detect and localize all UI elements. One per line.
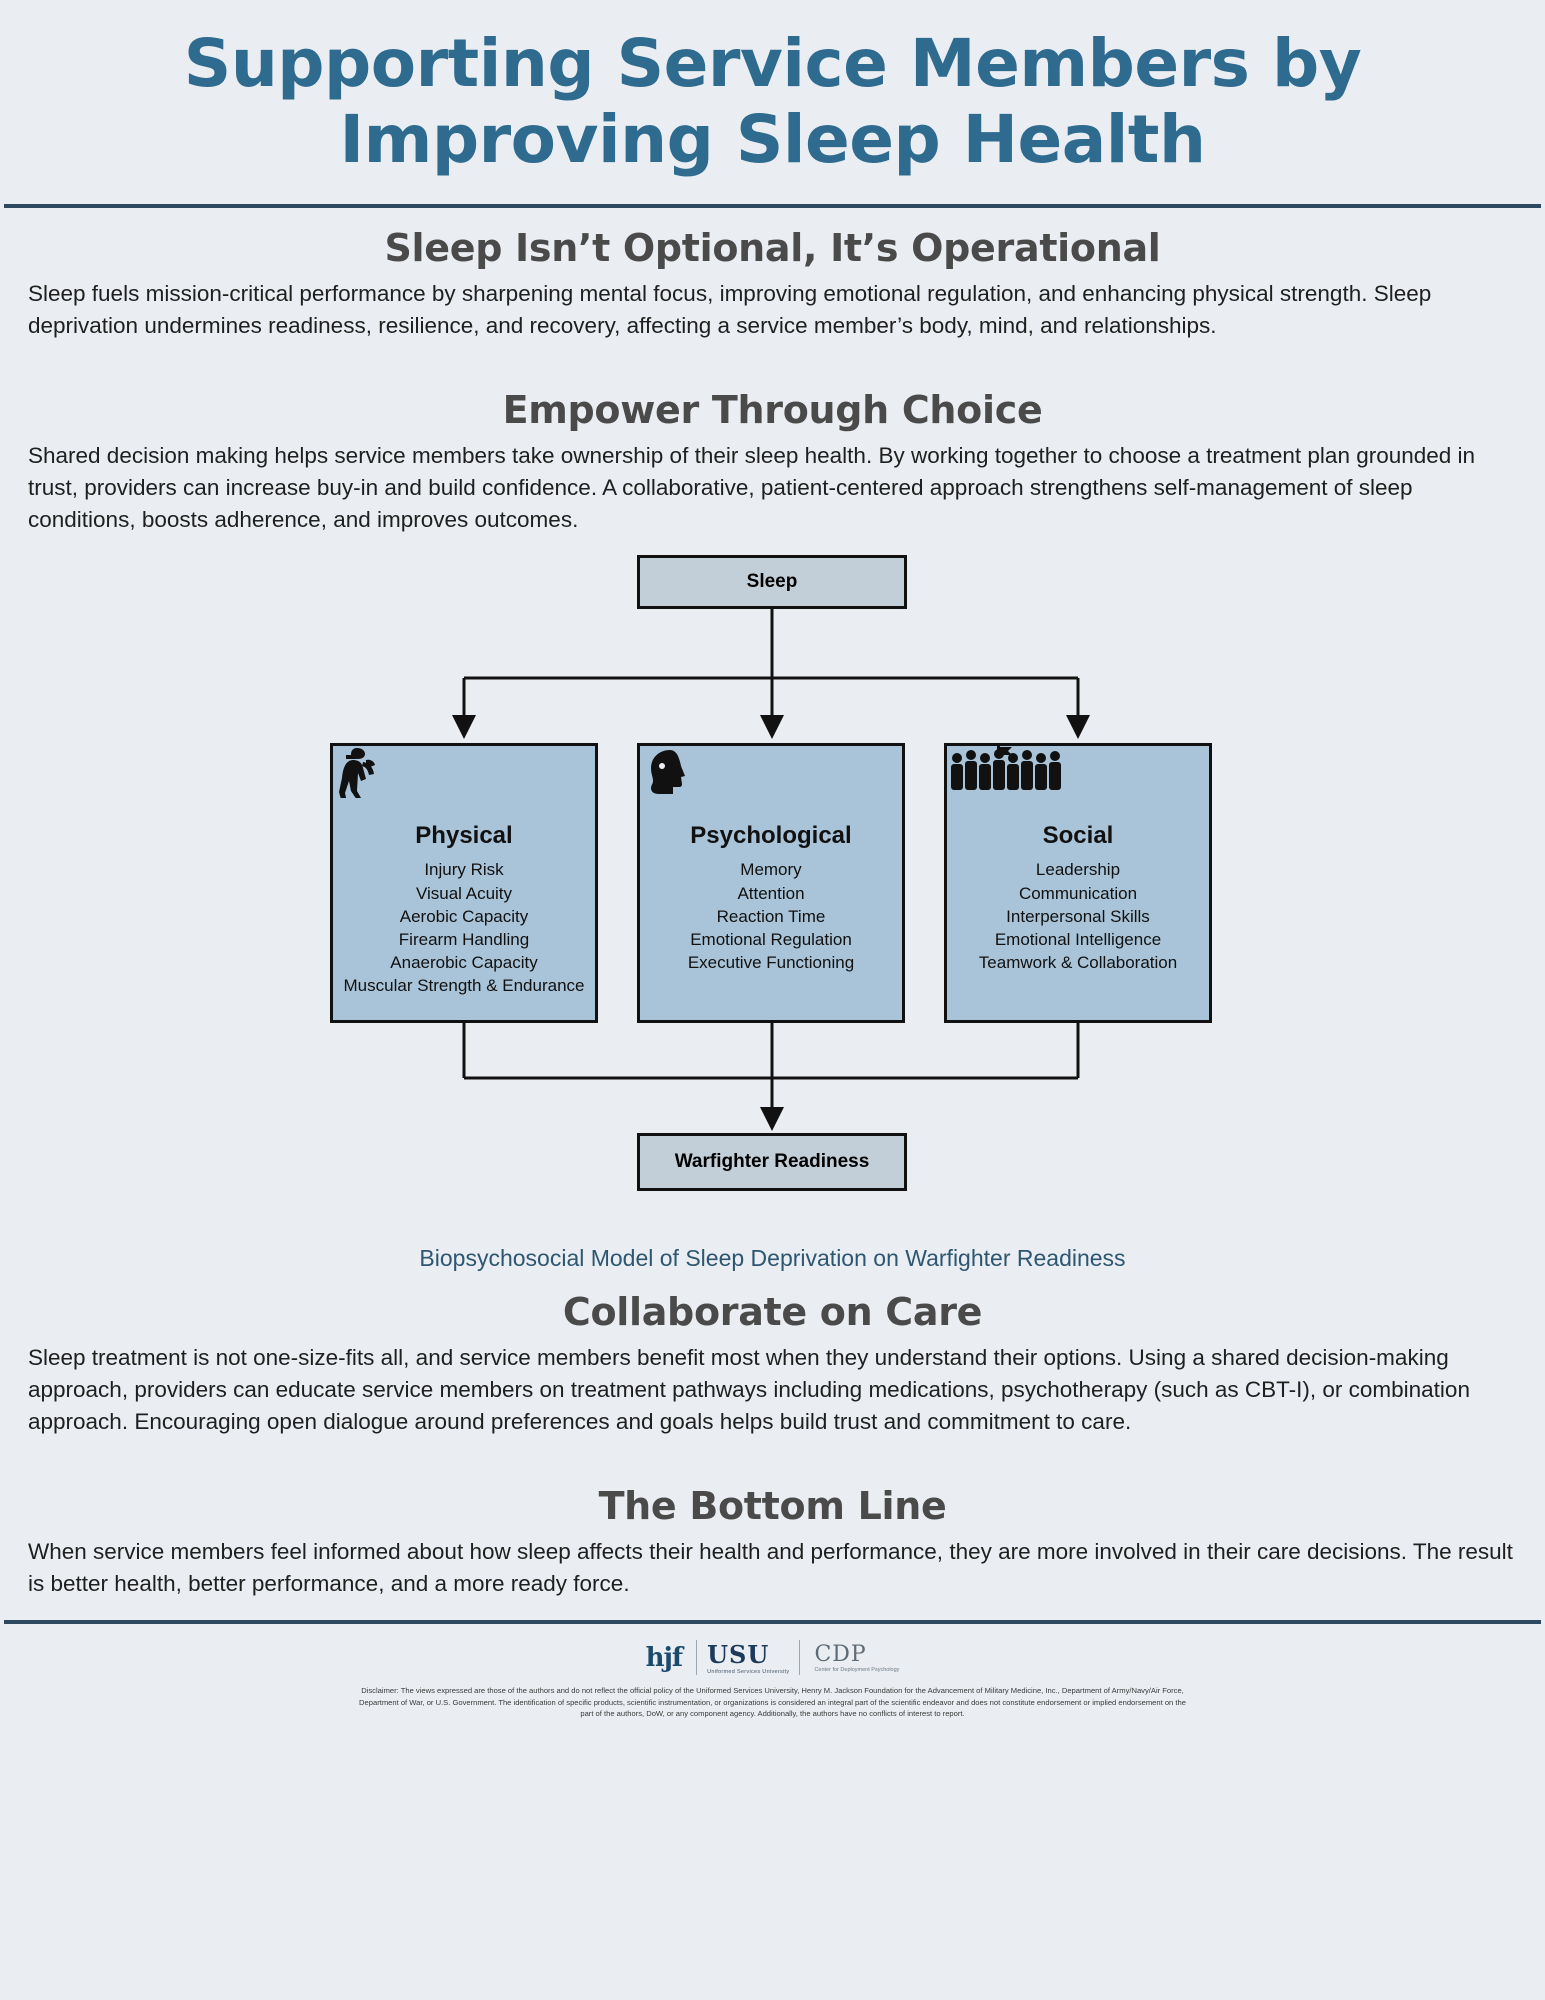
biopsychosocial-diagram: [0, 543, 1545, 1243]
section-heading-1: Sleep Isn’t Optional, It’s Operational: [384, 225, 1161, 270]
diagram-box-social: [944, 743, 1212, 1023]
list-item: Communication: [1018, 883, 1138, 903]
list-item: Emotional Intelligence: [994, 929, 1162, 949]
section-sleep-isnt-optional: [28, 226, 1517, 342]
group-of-people-glyph: [947, 746, 1067, 794]
section-body-2: Shared decision making helps service members take ownership of their sleep health. By working together to choose a treatment plan grounded in trust, providers can increase buy-in and build confidence. A collaborative, patient-centered approach strengthens self-management of sleep conditions, boosts adherence, and improves outcomes.: [28, 442, 1476, 532]
page-title: [0, 0, 1545, 184]
section-heading-4: The Bottom Line: [598, 1484, 947, 1529]
cdp-logo: [814, 1642, 899, 1673]
head-profile-glyph: [640, 746, 692, 798]
section-collaborate-on-care: [28, 1290, 1517, 1438]
section-heading-2: Empower Through Choice: [502, 387, 1043, 432]
section-the-bottom-line: [28, 1484, 1517, 1600]
spacer-1: [28, 348, 1517, 370]
list-item: Anaerobic Capacity: [390, 952, 538, 972]
usu-logo-text: USU: [707, 1640, 770, 1670]
list-item: Reaction Time: [716, 906, 826, 926]
diagram-node-warfighter-readiness: Warfighter Readiness: [637, 1133, 907, 1191]
list-item: Memory: [740, 860, 802, 880]
disclaimer-text: Disclaimer: The views expressed are those of the authors and do not reflect the official policy of the Uniformed Services University, Henry M. Jackson Foundation for the Advancement of Military Medicine, Inc., Department of Army/Navy/Air Force, Department of War, or U.S. Government. The identification of specific products, scientific instrumentation, or organizations is considered an integral part of the scientific endeavor and does not constitute endorsement or implied endorsement on the part of the authors, DoW, or any component agency. Additionally, the authors have no conflicts of interest to report.: [359, 1686, 1186, 1718]
list-item: Attention: [737, 883, 805, 903]
list-item: Leadership: [1035, 860, 1121, 880]
cdp-logo-subtext: Center for Deployment Psychology: [814, 1667, 900, 1674]
diagram-list-physical: [344, 858, 585, 997]
list-item: Firearm Handling: [398, 929, 530, 949]
diagram-node-sleep: Sleep: [637, 555, 907, 609]
list-item: Visual Acuity: [415, 883, 513, 903]
diagram-caption: Biopsychosocial Model of Sleep Deprivation on Warfighter Readiness: [419, 1245, 1126, 1272]
list-item: Executive Functioning: [687, 952, 855, 972]
list-item: Interpersonal Skills: [1006, 906, 1150, 926]
section-body-1: Sleep fuels mission-critical performance by sharpening mental focus, improving emotional regulation, and enhancing physical strength. Sleep deprivation undermines readiness, resilience, and recovery, affecting a service member’s body, mind, and relationships.: [28, 280, 1432, 338]
diagram-list-social: [979, 858, 1177, 974]
diagram-category-title-psychological: Psychological: [690, 822, 852, 850]
diagram-list-psychological: [688, 858, 854, 974]
title-line-1: Supporting Service Members by: [183, 25, 1362, 102]
list-item: Injury Risk: [424, 860, 504, 880]
list-item: Teamwork & Collaboration: [978, 952, 1178, 972]
diagram-box-physical: [330, 743, 598, 1023]
usu-logo-subtext: Uniformed Services University: [707, 1669, 790, 1676]
list-item: Emotional Regulation: [690, 929, 852, 949]
usu-logo: [696, 1640, 800, 1675]
footer-logos: [0, 1640, 1545, 1675]
section-body-3: Sleep treatment is not one-size-fits all, and service members benefit most when they understand their options. Using a shared decision-making approach, providers can educate service members on treatment pathways including medications, psychotherapy (such as CBT-I), or combination approach. Encouraging open dialogue around preferences and goals helps build trust and commitment to care.: [28, 1345, 1470, 1435]
divider-bottom: [4, 1620, 1541, 1624]
diagram-category-title-physical: Physical: [415, 822, 513, 850]
section-heading-3: Collaborate on Care: [562, 1290, 983, 1335]
diagram-box-psychological: [637, 743, 905, 1023]
hiking-soldier-glyph: [333, 746, 381, 798]
divider-top: [4, 204, 1541, 208]
content-body: [0, 226, 1545, 1600]
diagram-category-title-social: Social: [1042, 822, 1114, 850]
list-item: Aerobic Capacity: [399, 906, 529, 926]
spacer-2: [28, 1444, 1517, 1466]
cdp-logo-text: CDP: [814, 1642, 867, 1668]
section-empower-through-choice: [28, 388, 1517, 536]
hjf-logo: hjf: [645, 1642, 683, 1673]
section-body-4: When service members feel informed about how sleep affects their health and performance, they are more involved in their care decisions. The result is better health, better performance, and a more ready force.: [28, 1539, 1513, 1597]
list-item: Muscular Strength & Endurance: [343, 976, 585, 996]
title-line-2: Improving Sleep Health: [339, 100, 1206, 178]
